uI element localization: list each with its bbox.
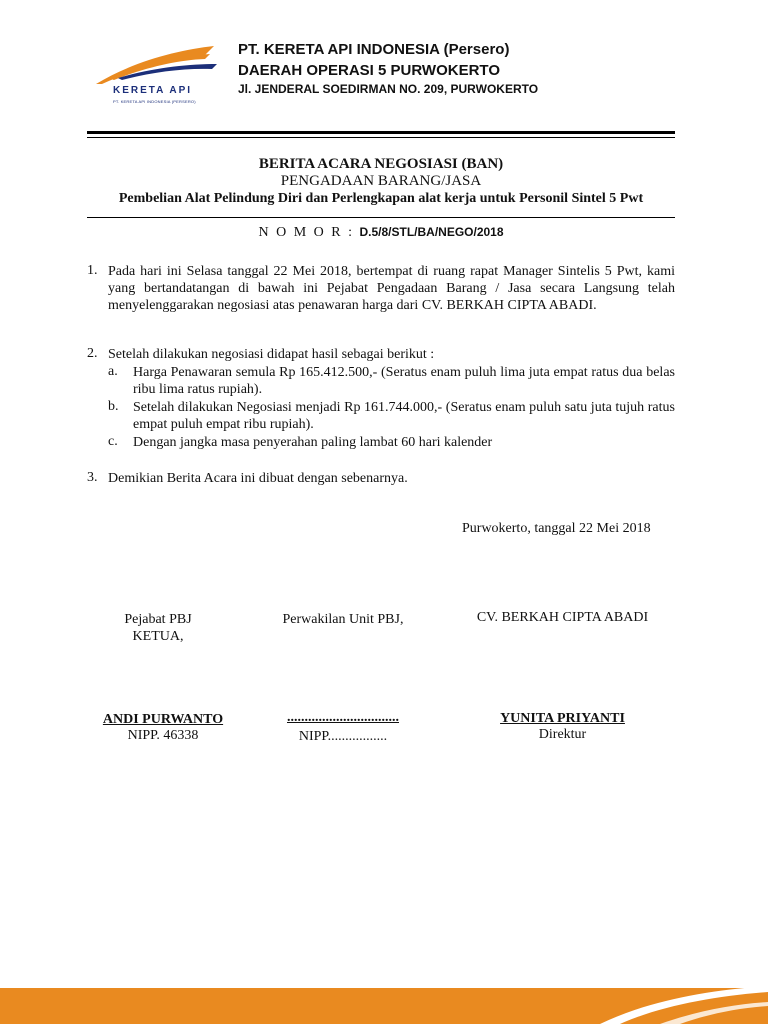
logo-subtext: PT. KERETA API INDONESIA (PERSERO)	[113, 99, 196, 104]
company-name: PT. KERETA API INDONESIA (Persero)	[238, 41, 510, 58]
item-number: 1.	[87, 263, 98, 278]
signatory-id: NIPP.................	[298, 729, 388, 744]
document-subject: Pembelian Alat Pelindung Diri dan Perlengkapan alat kerja untuk Personil Sintel 5 Pwt	[118, 191, 644, 206]
item-number: 2.	[87, 346, 98, 361]
signature-role: Pejabat PBJ	[124, 612, 192, 627]
subitem-letter: b.	[108, 399, 119, 414]
title-divider	[87, 217, 675, 218]
document-title: BERITA ACARA NEGOSIASI (BAN)	[258, 156, 504, 172]
item-number: 3.	[87, 470, 98, 485]
signature-role: Perwakilan Unit PBJ,	[282, 612, 404, 627]
item-text: Setelah dilakukan negosiasi didapat hasil sebagai berikut :	[108, 347, 435, 362]
nomor-value: D.5/8/STL/BA/NEGO/2018	[359, 225, 504, 239]
signatory-id: NIPP. 46338	[127, 728, 199, 743]
item-text: Demikian Berita Acara ini dibuat dengan sebenarnya.	[108, 471, 408, 486]
signature-role: CV. BERKAH CIPTA ABADI	[476, 610, 649, 625]
footer-band-icon	[0, 980, 768, 1024]
company-division: DAERAH OPERASI 5 PURWOKERTO	[238, 62, 500, 79]
subitem-text: Dengan jangka masa penyerahan paling lambat 60 hari kalender	[133, 435, 493, 450]
signature-role-2: KETUA,	[132, 629, 184, 644]
item-text: Pada hari ini Selasa tanggal 22 Mei 2018, bertempat di ruang rapat Manager Sintelis 5 Pwt, kami yang bertandatangan di bawah ini Pejabat Pengadaan Barang / Jasa secara Langsung telah menyelenggarakan negosiasi atas penawaran harga dari CV. BERKAH CIPTA ABADI.	[108, 264, 675, 313]
subitem-letter: c.	[108, 434, 118, 449]
header-divider-thick	[87, 131, 675, 134]
signatory-id: Direktur	[538, 727, 587, 742]
subitem-text: Harga Penawaran semula Rp 165.412.500,- (Seratus enam puluh lima juta empat ratus dua belas ribu lima ratus rupiah).	[133, 365, 675, 397]
signatory-name: ANDI PURWANTO	[102, 712, 224, 727]
place-date: Purwokerto, tanggal 22 Mei 2018	[462, 521, 651, 536]
header-divider-thin	[87, 137, 675, 138]
document-number	[87, 225, 675, 241]
subitem-letter: a.	[108, 364, 118, 379]
logo-text: KERETA API	[113, 85, 193, 96]
nomor-label: N O M O R :	[258, 225, 360, 240]
signatory-name: YUNITA PRIYANTI	[500, 711, 625, 726]
document-subtitle: PENGADAAN BARANG/JASA	[280, 173, 482, 189]
subitem-text: Setelah dilakukan Negosiasi menjadi Rp 161.744.000,- (Seratus enam puluh satu juta tujuh ratus empat puluh empat ribu rupiah).	[133, 400, 675, 432]
signatory-name: ................................	[287, 710, 399, 725]
company-address: Jl. JENDERAL SOEDIRMAN NO. 209, PURWOKERTO	[238, 82, 539, 96]
